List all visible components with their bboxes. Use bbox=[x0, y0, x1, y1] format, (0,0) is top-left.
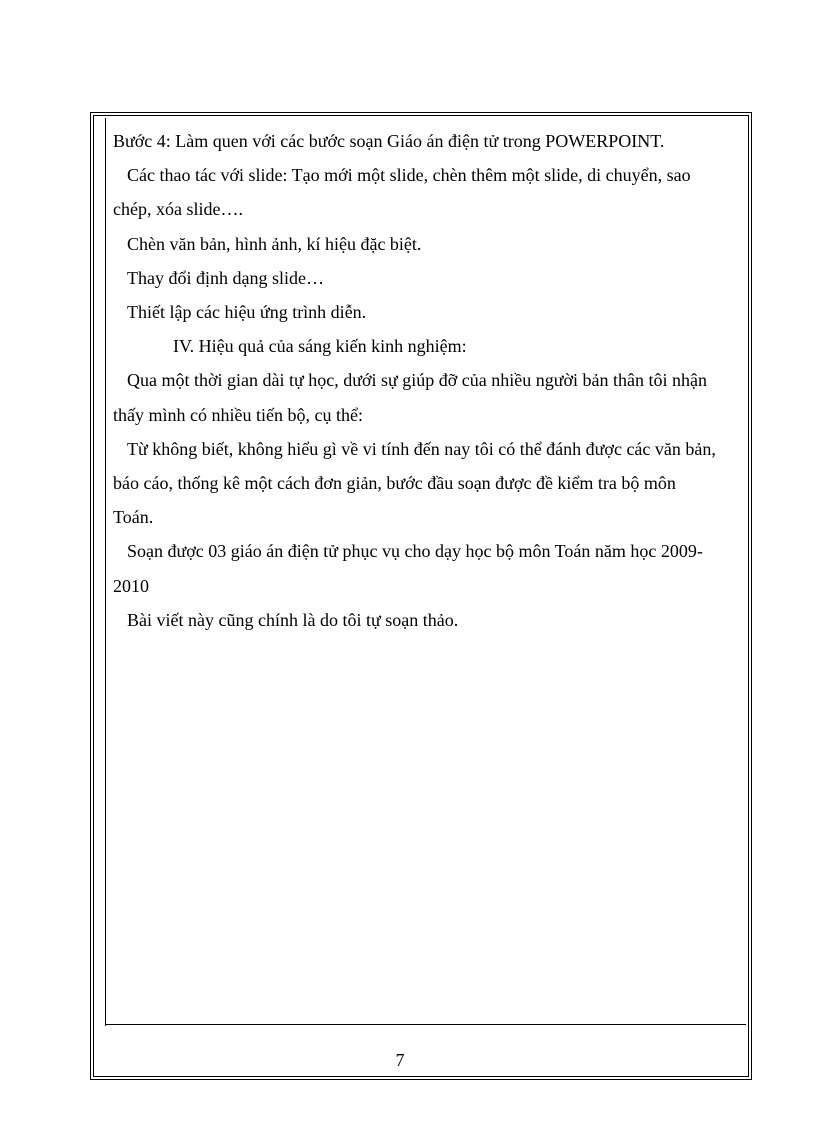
paragraph-line: thấy mình có nhiều tiến bộ, cụ thể: bbox=[113, 404, 363, 425]
document-body bbox=[113, 124, 741, 637]
paragraph-line: Bài viết này cũng chính là do tôi tự soạn thảo. bbox=[127, 609, 459, 630]
page-number-text: 7 bbox=[395, 1050, 405, 1070]
paragraph-line: báo cáo, thống kê một cách đơn giản, bước đầu soạn được đề kiểm tra bộ môn bbox=[113, 473, 676, 494]
paragraph-line: Chèn văn bản, hình ảnh, kí hiệu đặc biệt. bbox=[127, 233, 422, 254]
page-number bbox=[0, 1050, 816, 1071]
paragraph-line: chép, xóa slide…. bbox=[113, 199, 243, 220]
step-4-heading: Bước 4: Làm quen với các bước soạn Giáo án điện tử trong POWERPOINT. bbox=[113, 131, 665, 151]
section-heading: IV. Hiệu quả của sáng kiến kinh nghiệm: bbox=[173, 336, 467, 357]
paragraph-line: Các thao tác với slide: Tạo mới một slide, chèn thêm một slide, di chuyển, sao bbox=[127, 165, 691, 186]
paragraph-line: Toán. bbox=[113, 507, 154, 528]
paragraph-line: Thay đổi định dạng slide… bbox=[127, 267, 324, 288]
paragraph-line: Thiết lập các hiệu ứng trình diễn. bbox=[127, 302, 367, 323]
inner-bottom-rule bbox=[105, 1024, 746, 1025]
inner-left-rule bbox=[105, 118, 106, 1026]
paragraph-line: Từ không biết, không hiểu gì về vi tính đến nay tôi có thể đánh được các văn bản, bbox=[127, 438, 716, 459]
paragraph-line: Soạn được 03 giáo án điện tử phục vụ cho dạy học bộ môn Toán năm học 2009- bbox=[127, 541, 703, 562]
paragraph-line: Qua một thời gian dài tự học, dưới sự giúp đỡ của nhiều người bản thân tôi nhận bbox=[127, 370, 708, 391]
paragraph-line: 2010 bbox=[113, 575, 149, 596]
